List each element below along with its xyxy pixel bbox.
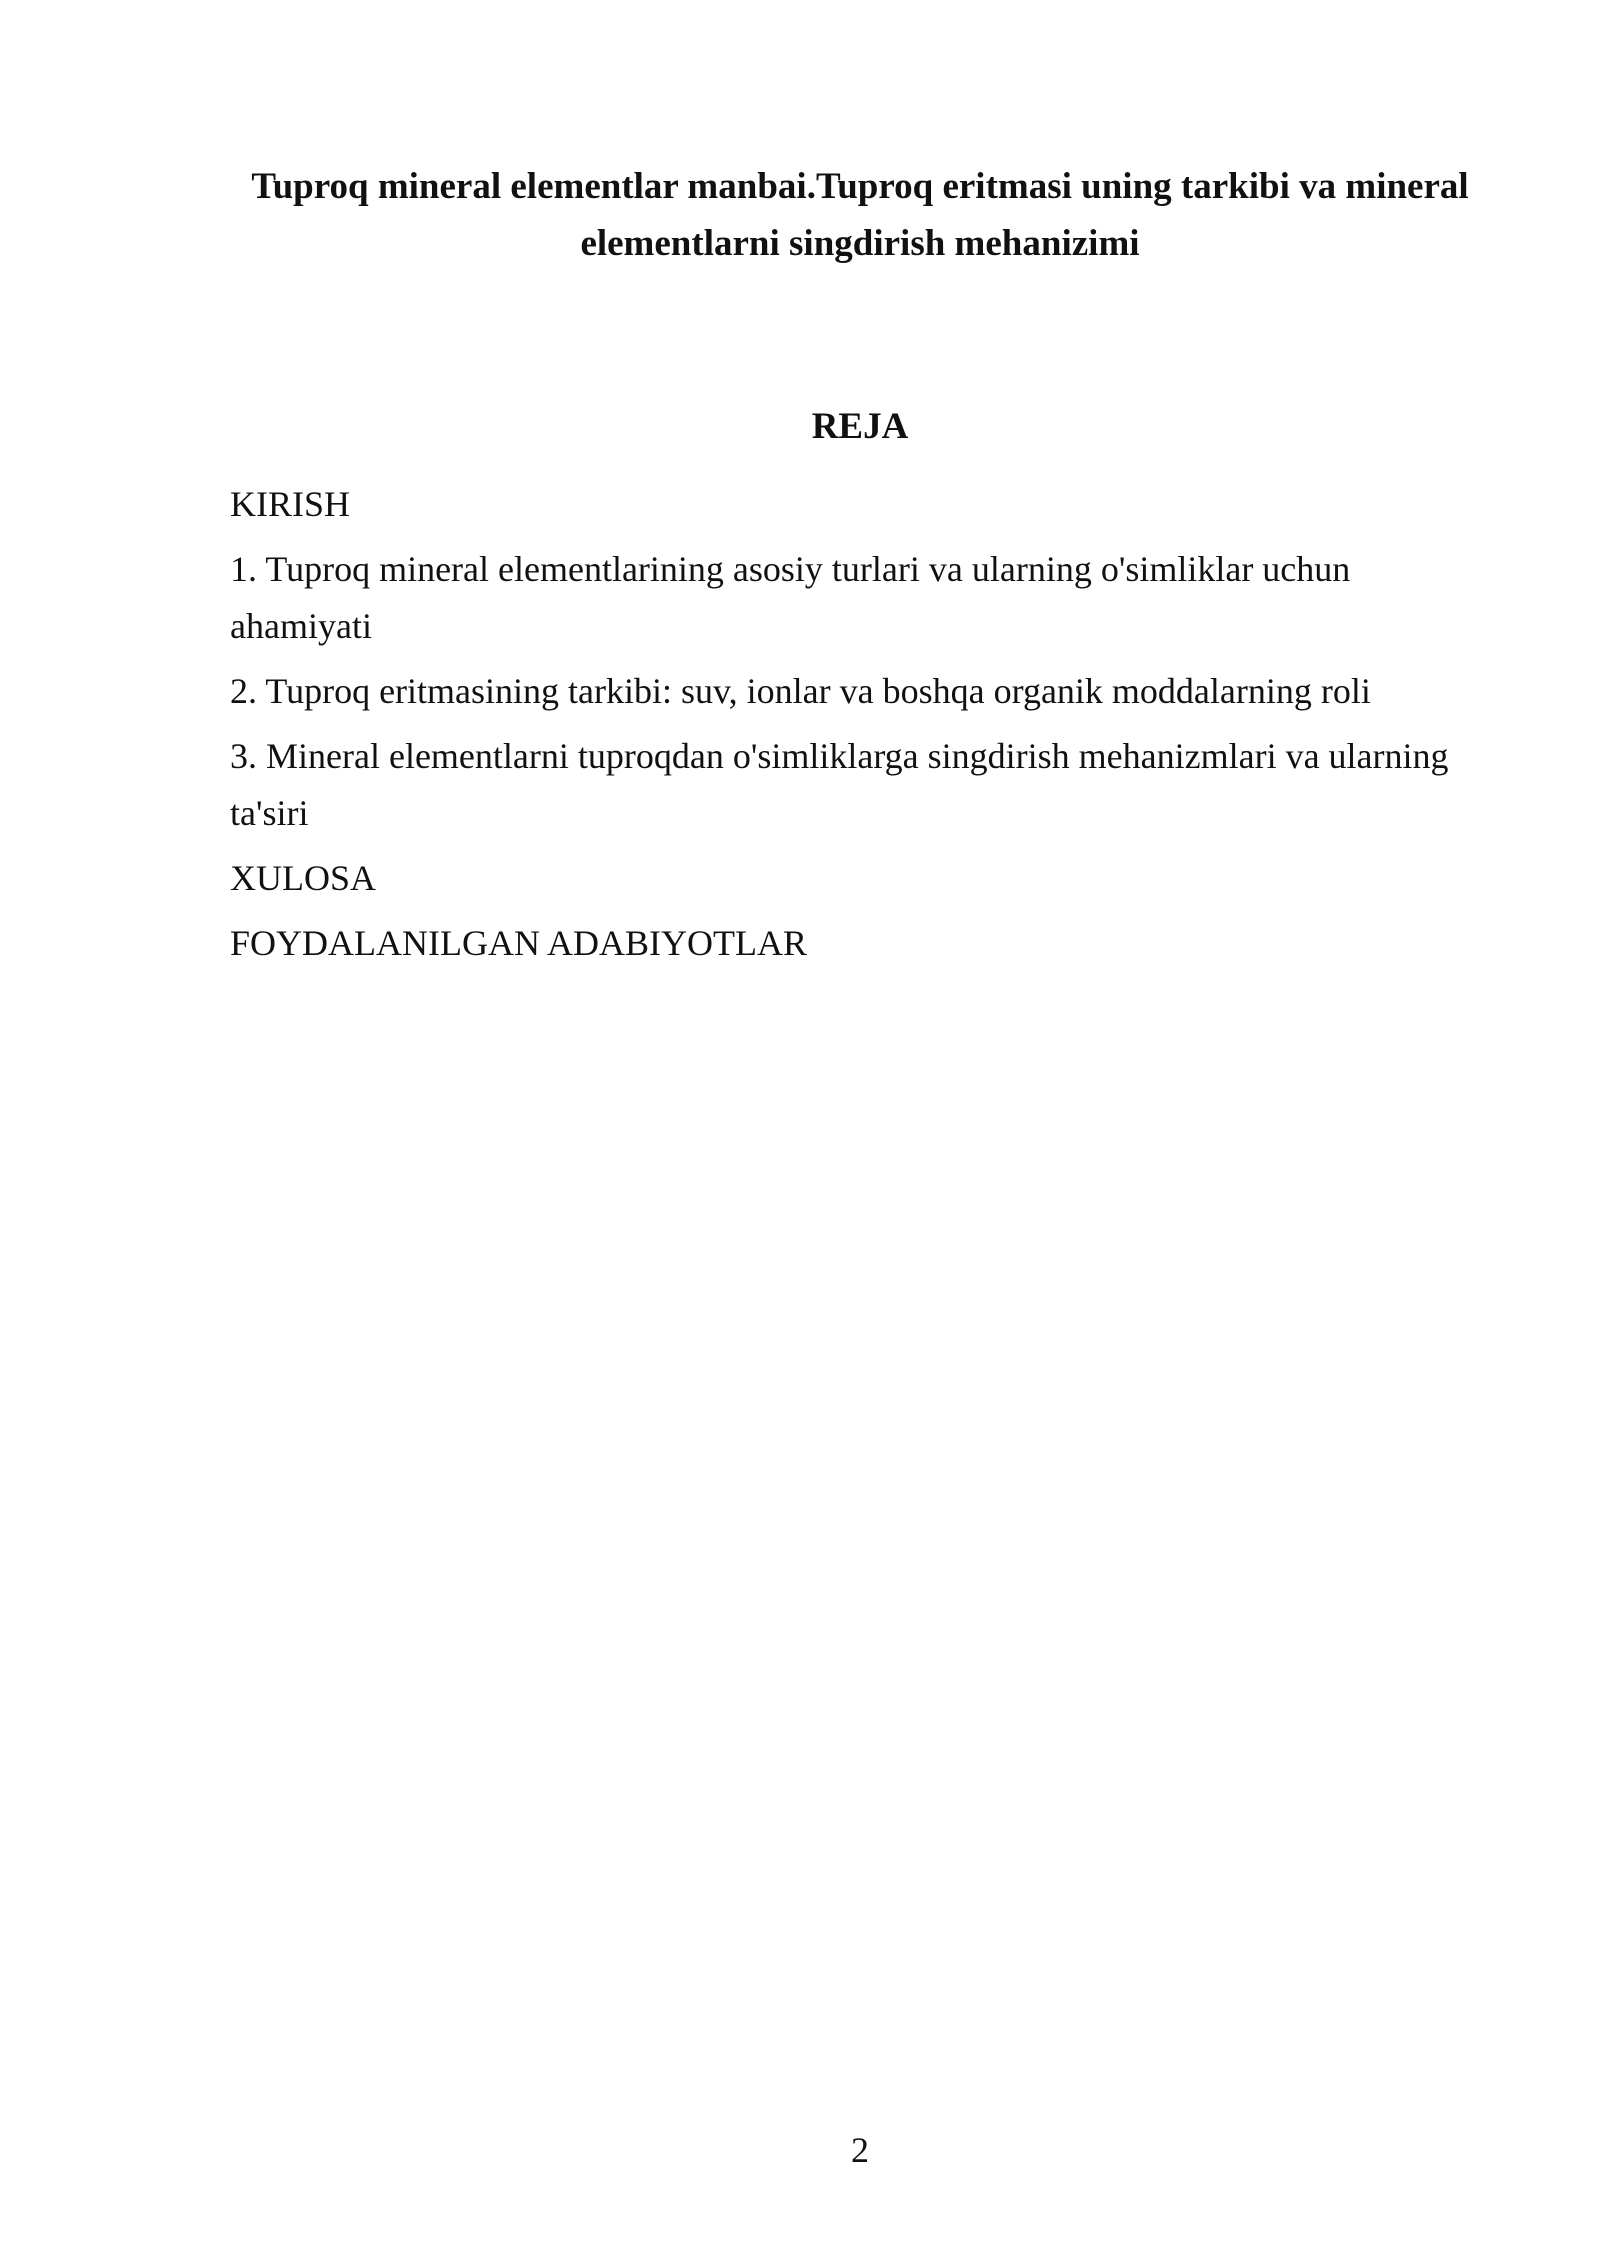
plan-item-introduction: KIRISH [230, 484, 351, 524]
plan-item-references: FOYDALANILGAN ADABIYOTLAR [230, 923, 807, 963]
plan-heading: REJA [811, 406, 909, 447]
title-line-1: Tuproq mineral elementlar manbai.Tuproq eritmasi uning tarkibi va mineral [251, 166, 1469, 207]
document-title [200, 158, 1520, 272]
title-line-2: elementlarni singdirish mehanizimi [580, 223, 1140, 264]
plan-item-2: 2. Tuproq eritmasining tarkibi: suv, ionlar va boshqa organik moddalarning roli [230, 671, 1371, 711]
plan-item-3: 3. Mineral elementlarni tuproqdan o'simliklarga singdirish mehanizmlari va ularning ta'siri [230, 736, 1449, 833]
plan-item-conclusion: XULOSA [230, 858, 377, 898]
plan-item-1: 1. Tuproq mineral elementlarining asosiy turlari va ularning o'simliklar uchun ahamiyati [230, 549, 1351, 646]
page-number: 2 [851, 2130, 869, 2170]
plan-list [230, 476, 1500, 980]
